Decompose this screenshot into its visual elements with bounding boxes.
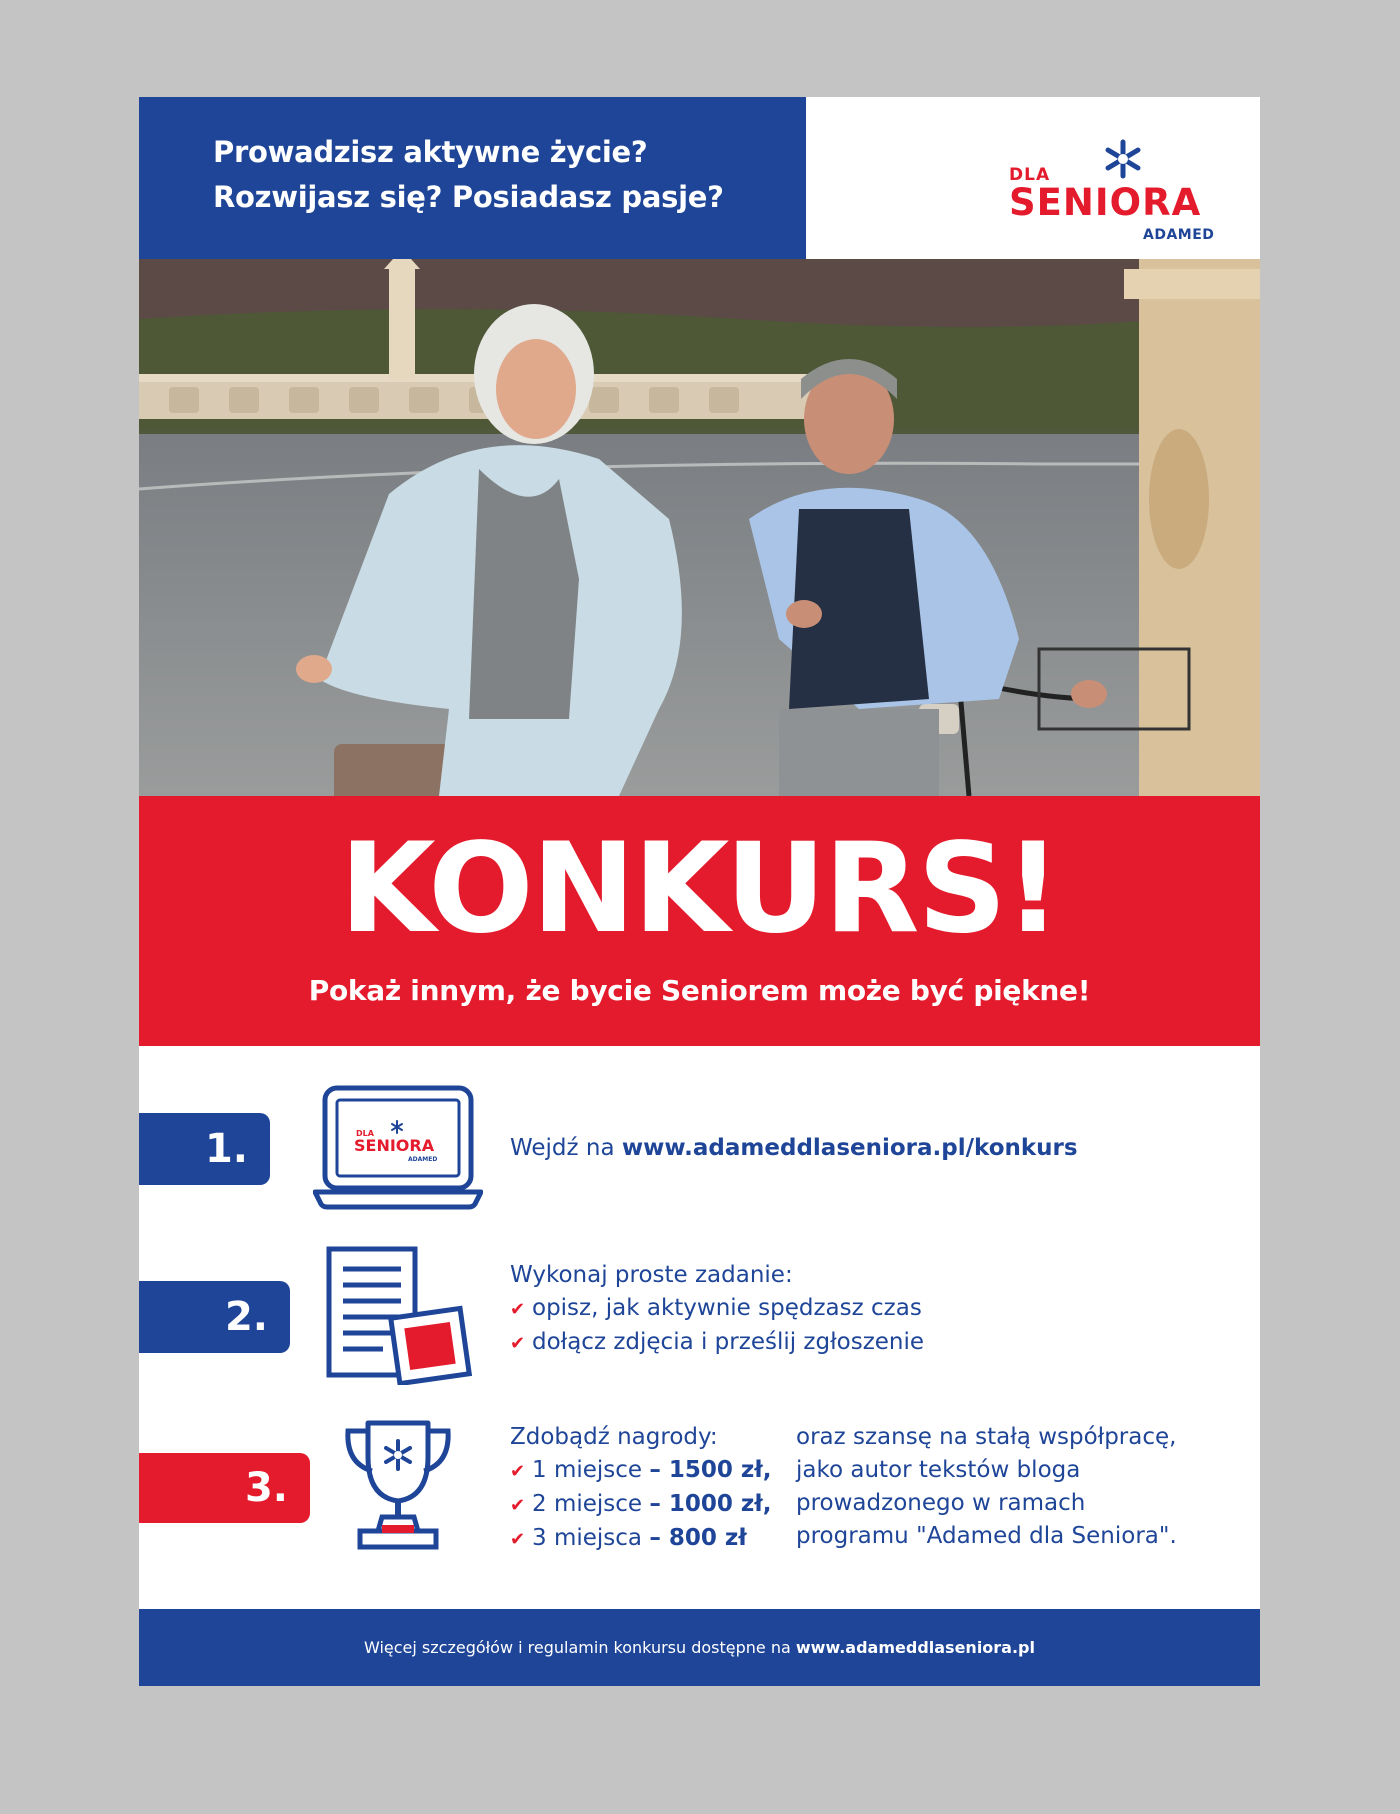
- step-3-extra: [796, 1421, 1177, 1553]
- step-3-number-label: 3.: [244, 1465, 288, 1511]
- prize-3-place: 3 miejsca: [532, 1525, 643, 1551]
- prize-1-place: 1 miejsce: [532, 1457, 643, 1483]
- laptop-logo-adamed: ADAMED: [408, 1156, 438, 1163]
- step-3-intro: Zdobądź nagrody:: [510, 1424, 718, 1450]
- laptop-logo-seniora: SENIORA: [354, 1136, 435, 1155]
- laptop-logo-dla: DLA: [356, 1129, 374, 1138]
- contest-banner: [139, 796, 1260, 1046]
- checkmark-icon: ✔: [510, 1461, 526, 1482]
- hero-photo-seniors-with-bicycles: [139, 259, 1260, 796]
- step-2-item-1-text: opisz, jak aktywnie spędzasz czas: [532, 1295, 922, 1321]
- document-photo-icon: [325, 1245, 473, 1385]
- contest-title: KONKURS!: [339, 817, 1060, 961]
- dla-seniora-logo: [1009, 117, 1224, 243]
- step-3-extra-line-4: programu "Adamed dla Seniora".: [796, 1523, 1177, 1549]
- prize-2: [510, 1488, 772, 1522]
- step-2-text: [510, 1259, 924, 1360]
- contest-tagline: Pokaż innym, że bycie Seniorem może być piękne!: [308, 974, 1091, 1007]
- asterisk-icon: [1103, 139, 1143, 179]
- trophy-icon: [342, 1417, 454, 1553]
- prize-2-place: 2 miejsce: [532, 1491, 643, 1517]
- checkmark-icon: ✔: [510, 1333, 526, 1354]
- logo-adamed: ADAMED: [1143, 227, 1215, 243]
- prize-1-amount: – 1500 zł,: [649, 1457, 772, 1483]
- contest-url-link[interactable]: www.adameddlaseniora.pl/konkurs: [621, 1135, 1078, 1161]
- step-2-intro: Wykonaj proste zadanie:: [510, 1262, 793, 1288]
- step-1-number-label: 1.: [204, 1126, 248, 1172]
- header-line-2: Rozwijasz się? Posiadasz pasje?: [213, 180, 724, 214]
- checkmark-icon: ✔: [510, 1299, 526, 1320]
- header-line-1: Prowadzisz aktywne życie?: [213, 135, 648, 169]
- checkmark-icon: ✔: [510, 1529, 526, 1550]
- footer-banner: [139, 1609, 1260, 1686]
- step-2-item-2-text: dołącz zdjęcia i prześlij zgłoszenie: [532, 1329, 925, 1355]
- step-1-text-prefix: Wejdź na: [510, 1135, 622, 1161]
- footer-text: Więcej szczegółów i regulamin konkursu dostępne na: [363, 1638, 796, 1657]
- contest-poster: [139, 97, 1260, 1686]
- prize-3: [510, 1522, 772, 1556]
- step-3-prizes: [510, 1421, 772, 1556]
- logo-dla: DLA: [1009, 165, 1051, 185]
- header-banner: [139, 97, 806, 259]
- step-2-number-label: 2.: [224, 1294, 268, 1340]
- step-1-text: [510, 1132, 1078, 1165]
- step-1-number: [139, 1113, 270, 1185]
- laptop-asterisk-icon: [392, 1121, 402, 1133]
- prize-3-amount: – 800 zł: [649, 1525, 747, 1551]
- step-3-extra-line-2: jako autor tekstów bloga: [796, 1457, 1081, 1483]
- step-2-item-2: [510, 1326, 924, 1360]
- logo-seniora: SENIORA: [1009, 181, 1202, 224]
- step-2-item-1: [510, 1292, 924, 1326]
- checkmark-icon: ✔: [510, 1495, 526, 1516]
- step-3-extra-line-3: prowadzonego w ramach: [796, 1490, 1086, 1516]
- laptop-icon: [313, 1084, 483, 1210]
- step-3-number: [139, 1453, 310, 1523]
- step-3-extra-line-1: oraz szansę na stałą współpracę,: [796, 1424, 1177, 1450]
- prize-2-amount: – 1000 zł,: [649, 1491, 772, 1517]
- step-2-number: [139, 1281, 290, 1353]
- footer-link[interactable]: www.adameddlaseniora.pl: [795, 1638, 1035, 1657]
- prize-1: [510, 1454, 772, 1488]
